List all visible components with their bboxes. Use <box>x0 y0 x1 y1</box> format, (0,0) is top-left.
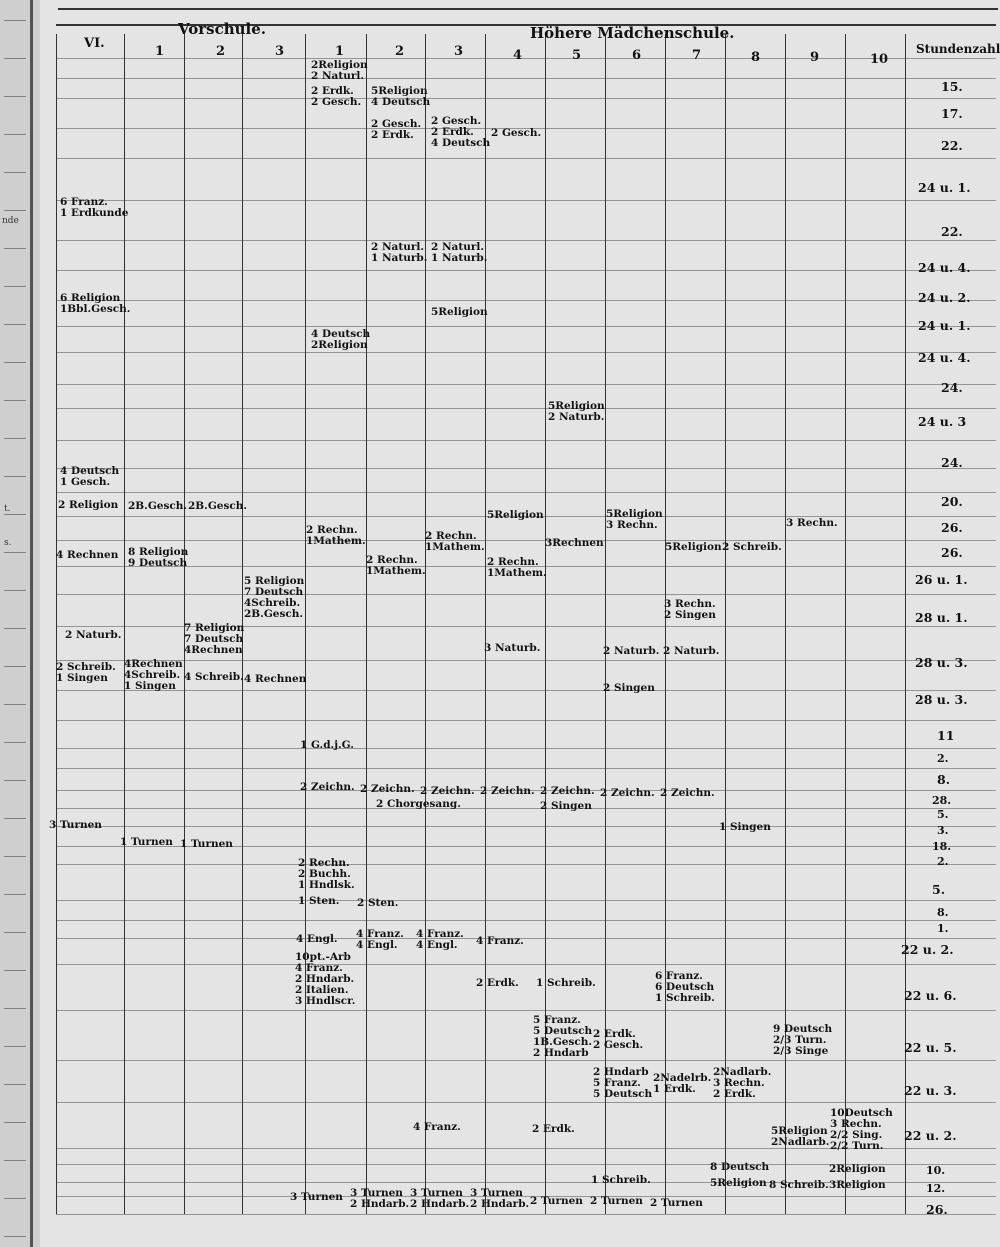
row-rule <box>56 594 996 595</box>
table-cell: 2 Naturb. <box>65 629 122 641</box>
table-cell: 5Religion <box>665 541 722 553</box>
total-hours: 22 u. 3. <box>904 1083 957 1098</box>
row-rule <box>56 1214 996 1215</box>
margin-text: t. <box>4 504 11 514</box>
margin-tick <box>4 514 26 515</box>
row-rule <box>56 1010 996 1011</box>
column-header-hms-9: 9 <box>810 50 820 65</box>
table-cell: 5Religion 4 Deutsch <box>371 85 431 108</box>
row-rule <box>56 540 996 541</box>
column-header-hms-4: 4 <box>513 48 523 63</box>
table-cell: 5Religion 2 Naturb. <box>548 400 605 423</box>
table-cell: 2B.Gesch. <box>128 500 188 512</box>
column-header-hms-10: 10 <box>870 52 889 67</box>
margin-tick <box>4 1084 26 1085</box>
total-hours: 24. <box>941 380 963 395</box>
total-hours: 22. <box>941 138 963 153</box>
row-rule <box>56 808 996 809</box>
table-cell: 2 Erdk. <box>532 1123 575 1135</box>
margin-tick <box>4 894 26 895</box>
margin-tick <box>4 324 26 325</box>
table-cell: 1 Turnen <box>180 838 233 850</box>
column-header-hms-6: 6 <box>632 48 642 63</box>
table-cell: 2 Schreib. 1 Singen <box>56 661 116 684</box>
total-hours: 28 u. 3. <box>915 655 968 670</box>
table-cell: 10pt.-Arb 4 Franz. 2 Hndarb. 2 Italien. 3 Hndlscr. <box>295 951 356 1007</box>
margin-tick <box>4 58 26 59</box>
row-rule <box>56 58 996 59</box>
table-cell: 4 Franz. <box>476 935 524 947</box>
margin-tick <box>4 1046 26 1047</box>
table-cell: 4 Franz. <box>413 1121 461 1133</box>
column-rule <box>665 34 666 1214</box>
row-rule <box>56 270 996 271</box>
margin-tick <box>4 628 26 629</box>
margin-tick <box>4 1160 26 1161</box>
table-cell: 2 Erdk. 2 Gesch. <box>593 1028 644 1051</box>
row-rule <box>56 78 996 79</box>
table-cell: 3 Turnen 2 Hndarb. <box>470 1187 530 1210</box>
total-hours: 22 u. 2. <box>904 1128 957 1143</box>
total-hours: 22 u. 2. <box>901 942 954 957</box>
row-rule <box>56 98 996 99</box>
total-hours: 15. <box>941 79 963 94</box>
table-cell: 2 Rechn. 1Mathem. <box>425 530 485 553</box>
total-hours: 2. <box>937 855 949 868</box>
table-cell: 2 Rechn. 1Mathem. <box>306 524 366 547</box>
margin-tick <box>4 742 26 743</box>
total-hours: 8. <box>937 906 949 919</box>
total-hours: 3. <box>937 824 949 837</box>
table-cell: 2 Zeichn. <box>660 787 715 799</box>
table-cell: 2 Chorgesang. <box>376 798 461 810</box>
row-rule <box>56 492 996 493</box>
column-rule <box>305 34 306 1214</box>
table-cell: 2 Zeichn. <box>360 783 415 795</box>
table-cell: 2 Turnen <box>530 1195 583 1207</box>
table-cell: 2 Turnen <box>650 1197 703 1209</box>
table-cell: 4 Deutsch 2Religion <box>311 328 371 351</box>
row-rule <box>56 408 996 409</box>
table-cell: 5Religion 2Nadlarb. <box>771 1125 830 1148</box>
total-hours: 28. <box>932 794 952 807</box>
table-cell: 2Religion 2 Naturl. <box>311 59 368 82</box>
margin-tick <box>4 970 26 971</box>
table-cell: 2 Hndarb 5 Franz. 5 Deutsch <box>593 1066 653 1100</box>
total-hours: 24 u. 1. <box>918 318 971 333</box>
table-cell: 2 Zeichn. <box>480 785 535 797</box>
margin-tick <box>4 362 26 363</box>
header-rule <box>58 8 998 10</box>
row-rule <box>56 864 996 865</box>
row-rule <box>56 200 996 201</box>
table-cell: 2 Zeichn. <box>600 787 655 799</box>
table-cell: 2 Gesch. 2 Erdk. 4 Deutsch <box>431 115 491 149</box>
table-cell: 2 Gesch. <box>491 127 542 139</box>
margin-text: s. <box>4 538 12 548</box>
margin-tick <box>4 96 26 97</box>
column-header-hms-3: 3 <box>454 44 464 59</box>
margin-tick <box>4 1122 26 1123</box>
row-rule <box>56 938 996 939</box>
margin-tick <box>4 818 26 819</box>
row-rule <box>56 900 996 901</box>
row-rule <box>56 720 996 721</box>
table-cell: 4 Franz. 4 Engl. <box>416 928 464 951</box>
row-rule <box>56 440 996 441</box>
total-hours: 11 <box>937 728 955 743</box>
column-rule <box>725 34 726 1214</box>
total-hours: 26 u. 1. <box>915 572 968 587</box>
row-rule <box>56 826 996 827</box>
table-cell: 5 Religion 7 Deutsch 4Schreib. 2B.Gesch. <box>244 575 305 620</box>
row-rule <box>56 300 996 301</box>
table-cell: 3 Turnen <box>290 1191 343 1203</box>
total-hours: 24 u. 4. <box>918 350 971 365</box>
row-rule <box>56 352 996 353</box>
total-hours: 26. <box>941 545 963 560</box>
table-cell: 4 Deutsch 1 Gesch. <box>60 465 120 488</box>
table-cell: 2 Naturl. 1 Naturb. <box>371 241 428 264</box>
table-cell: 5Religion 3 Rechn. <box>606 508 663 531</box>
total-hours: 22. <box>941 224 963 239</box>
table-cell: 3 Rechn. 2 Singen <box>664 598 716 621</box>
table-cell: 2 Turnen <box>590 1195 643 1207</box>
table-cell: 2 Naturb. <box>603 645 660 657</box>
column-header-vorschule-2: 2 <box>216 44 226 59</box>
margin-tick <box>4 172 26 173</box>
margin-tick <box>4 400 26 401</box>
margin-tick <box>4 780 26 781</box>
table-cell: 10Deutsch 3 Rechn. 2/2 Sing. 2/2 Turn. <box>830 1107 893 1152</box>
column-rule <box>56 34 57 1214</box>
table-cell: 5Religion <box>431 306 488 318</box>
margin-tick <box>4 590 26 591</box>
row-rule <box>56 326 996 327</box>
row-rule <box>56 240 996 241</box>
column-header-vi: VI. <box>84 36 105 51</box>
total-hours: 10. <box>926 1164 946 1177</box>
table-cell: 1 Schreib. <box>591 1174 651 1186</box>
table-cell: 6 Franz. 1 Erdkunde <box>60 196 129 219</box>
table-cell: 1 Turnen <box>120 836 173 848</box>
table-cell: 8 Religion 9 Deutsch <box>128 546 189 569</box>
table-cell: 1 Singen <box>719 821 771 833</box>
table-cell: 2Religion <box>829 1163 886 1175</box>
table-cell: 3 Turnen 2 Hndarb. <box>350 1187 410 1210</box>
row-rule <box>56 660 996 661</box>
row-rule <box>56 768 996 769</box>
table-cell: 2 Rechn. 1Mathem. <box>366 554 426 577</box>
total-hours: 26. <box>941 520 963 535</box>
table-cell: 2 Zeichn. <box>540 785 595 797</box>
table-cell: 4 Engl. <box>296 933 338 945</box>
table-cell: 2 Erdk. 2 Gesch. <box>311 85 362 108</box>
margin-tick <box>4 286 26 287</box>
total-hours: 24 u. 4. <box>918 260 971 275</box>
total-hours: 18. <box>932 840 952 853</box>
table-cell: 4 Rechnen <box>244 673 307 685</box>
row-rule <box>56 158 996 159</box>
table-cell: 2Nadelrb. 1 Erdk. <box>653 1072 712 1095</box>
table-cell: 3 Naturb. <box>484 642 541 654</box>
column-rule <box>366 34 367 1214</box>
table-cell: 2 Erdk. <box>476 977 519 989</box>
total-hours: 5. <box>932 882 946 897</box>
column-header-hms-1: 1 <box>335 44 345 59</box>
table-cell: 2 Zeichn. <box>420 785 475 797</box>
table-cell: 6 Religion 1Bbl.Gesch. <box>60 292 131 315</box>
total-hours: 12. <box>926 1182 946 1195</box>
table-cell: 5Religion <box>487 509 544 521</box>
total-hours: 24. <box>941 455 963 470</box>
margin-tick <box>4 248 26 249</box>
table-cell: 8 Schreib. <box>769 1179 829 1191</box>
table-cell: 2 Religion <box>58 499 119 511</box>
table-cell: 3 Rechn. <box>786 517 838 529</box>
table-cell: 2 Naturl. 1 Naturb. <box>431 241 488 264</box>
margin-text: nde <box>2 216 19 226</box>
margin-tick <box>4 666 26 667</box>
row-rule <box>56 1102 996 1103</box>
total-hours: 22 u. 6. <box>904 988 957 1003</box>
table-cell: 9 Deutsch 2/3 Turn. 2/3 Singe <box>773 1023 833 1057</box>
table-cell: 3 Turnen 2 Hndarb. <box>410 1187 470 1210</box>
table-cell: 7 Religion 7 Deutsch 4Rechnen <box>184 622 245 656</box>
table-cell: 4 Rechnen <box>56 549 119 561</box>
row-rule <box>56 384 996 385</box>
page-edge <box>30 0 33 1247</box>
total-hours: 17. <box>941 106 963 121</box>
margin-tick <box>4 932 26 933</box>
table-cell: 4 Franz. 4 Engl. <box>356 928 404 951</box>
row-rule <box>56 468 996 469</box>
total-hours: 28 u. 1. <box>915 610 968 625</box>
column-header-hms-5: 5 <box>572 48 582 63</box>
table-cell: 2 Singen <box>603 682 655 694</box>
column-rule <box>845 34 846 1214</box>
table-cell: 2 Sten. <box>357 897 399 909</box>
table-cell: 2Nadlarb. 3 Rechn. 2 Erdk. <box>713 1066 772 1100</box>
margin-tick <box>4 20 26 21</box>
total-hours: 8. <box>937 772 951 787</box>
table-cell: 1 G.d.j.G. <box>300 739 354 751</box>
column-header-hms-7: 7 <box>692 48 702 63</box>
table-cell: 2 Schreib. <box>722 541 782 553</box>
row-rule <box>56 920 996 921</box>
table-cell: 2 Rechn. 1Mathem. <box>487 556 547 579</box>
total-hours: 28 u. 3. <box>915 692 968 707</box>
column-header-vorschule-1: 1 <box>155 44 165 59</box>
column-header-stundenzahl: Stundenzahl <box>916 42 1000 56</box>
table-cell: 3 Turnen <box>49 819 102 831</box>
total-hours: 26. <box>926 1202 948 1217</box>
total-hours: 24 u. 2. <box>918 290 971 305</box>
column-header-vorschule-3: 3 <box>275 44 285 59</box>
row-rule <box>56 964 996 965</box>
group-header-hoehere: Höhere Mädchenschule. <box>530 24 735 42</box>
total-hours: 1. <box>937 922 949 935</box>
total-hours: 5. <box>937 808 949 821</box>
column-rule <box>485 34 486 1214</box>
total-hours: 2. <box>937 752 949 765</box>
table-cell: 4 Schreib. <box>184 671 244 683</box>
total-hours: 24 u. 3 <box>918 414 967 429</box>
margin-tick <box>4 552 26 553</box>
table-cell: 2 Singen <box>540 800 592 812</box>
row-rule <box>56 748 996 749</box>
table-cell: 5 Franz. 5 Deutsch 1B.Gesch. 2 Hndarb <box>533 1014 593 1059</box>
row-rule <box>56 690 996 691</box>
table-cell: 2B.Gesch. <box>188 500 248 512</box>
margin-tick <box>4 704 26 705</box>
table-cell: 4Rechnen 4Schreib. 1 Singen <box>124 658 183 692</box>
column-header-hms-2: 2 <box>395 44 405 59</box>
table-cell: 5Religion <box>710 1177 767 1189</box>
table-cell: 3Rechnen <box>545 537 604 549</box>
table-cell: 2 Naturb. <box>663 645 720 657</box>
margin-tick <box>4 210 26 211</box>
margin-tick <box>4 856 26 857</box>
margin-tick <box>4 1198 26 1199</box>
table-cell: 1 Schreib. <box>536 977 596 989</box>
column-rule <box>425 34 426 1214</box>
table-cell: 1 Sten. <box>298 895 340 907</box>
column-header-hms-8: 8 <box>751 50 761 65</box>
table-cell: 3Religion <box>829 1179 886 1191</box>
margin-tick <box>4 438 26 439</box>
margin-tick <box>4 1008 26 1009</box>
table-cell: 8 Deutsch <box>710 1161 770 1173</box>
margin-tick <box>4 134 26 135</box>
group-header-vorschule: Vorschule. <box>178 20 267 38</box>
table-cell: 2 Zeichn. <box>300 781 355 793</box>
total-hours: 22 u. 5. <box>904 1040 957 1055</box>
row-rule <box>56 1060 996 1061</box>
table-cell: 2 Gesch. 2 Erdk. <box>371 118 422 141</box>
margin-tick <box>4 476 26 477</box>
margin-tick <box>4 1236 26 1237</box>
table-cell: 2 Rechn. 2 Buchh. 1 Hndlsk. <box>298 857 355 891</box>
total-hours: 20. <box>941 494 963 509</box>
left-margin <box>0 0 40 1247</box>
table-cell: 6 Franz. 6 Deutsch 1 Schreib. <box>655 970 715 1004</box>
total-hours: 24 u. 1. <box>918 180 971 195</box>
column-rule <box>905 34 906 1214</box>
